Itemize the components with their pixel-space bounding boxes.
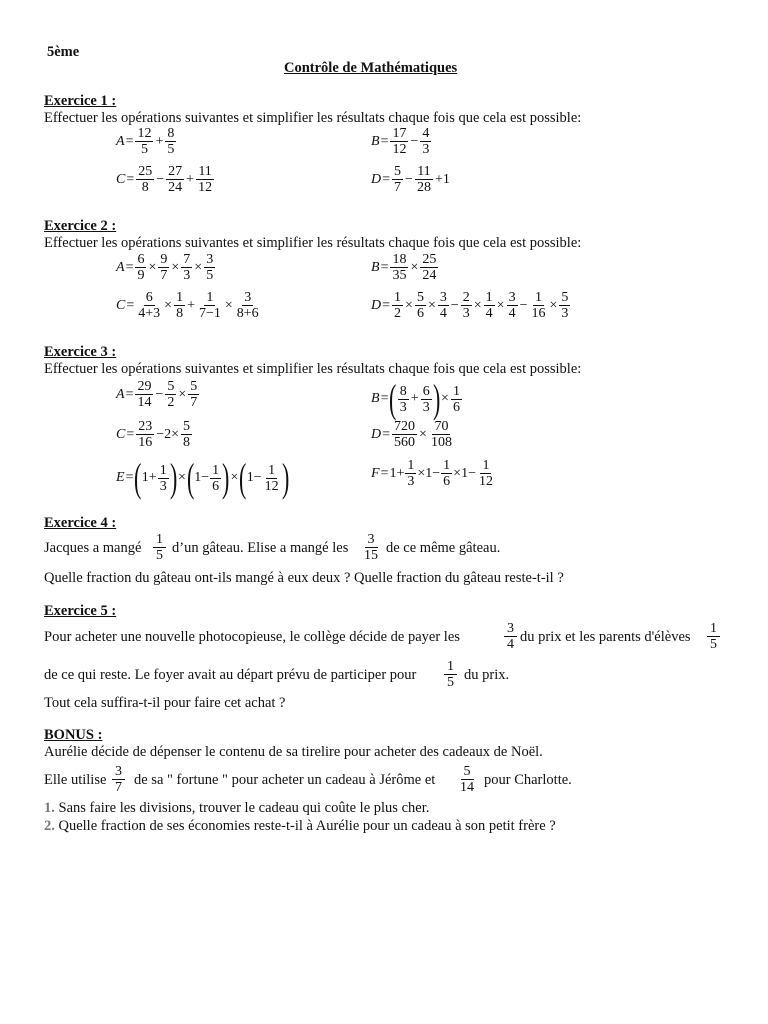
bonus-text-2c: pour Charlotte.: [484, 772, 572, 788]
exercise-2-title: Exercice 2 :: [44, 218, 117, 234]
page-title: Contrôle de Mathématiques: [284, 60, 458, 76]
ex2-expr-c: C = $\frac{6}{4+3}$ × $\frac{1}{8}$ + $\frac{1}{7-1}$ × $\frac{3}{8+6}$: [116, 290, 259, 321]
ex2-expr-d: D = $\frac{1}{2}$ × $\frac{5}{6}$ × $\frac{3}{4}$ − $\frac{2}{3}$ × $\frac{1}{4}$ × $\frac{3}{4}$ − $\frac{1}{16}$ × $\frac{5}{3}$: [371, 290, 569, 321]
ex5-text-1b: du prix et les parents d'élèves: [520, 629, 691, 645]
ex3-expr-a: A = $\frac{29}{14}$ − $\frac{5}{2}$ × $\frac{5}{7}$: [116, 379, 198, 410]
exercise-2-instruction: Effectuer les opérations suivantes et simplifier les résultats chaque fois que cela est possible:: [44, 235, 582, 251]
ex4-fraction-1: 1 5: [153, 532, 166, 563]
bonus-fraction-1: 3 7: [112, 764, 125, 795]
exercise-3-instruction: Effectuer les opérations suivantes et simplifier les résultats chaque fois que cela est possible:: [44, 361, 582, 377]
bonus-fraction-2: 5 14: [460, 764, 474, 795]
ex5-fraction-2: 1 5: [707, 621, 720, 652]
exercise-4-title: Exercice 4 :: [44, 515, 117, 531]
bonus-question-2: 2. Quelle fraction de ses économies reste-t-il à Aurélie pour un cadeau à son petit frère ?: [44, 818, 556, 834]
exercise-5-title: Exercice 5 :: [44, 603, 117, 619]
ex1-expr-c: C = $\frac{25}{8}$ − $\frac{27}{24}$ + $\frac{11}{12}$: [116, 164, 213, 195]
ex2-expr-a: A = $\frac{6}{9}$ × $\frac{9}{7}$ × $\frac{7}{3}$ × $\frac{3}{5}$: [116, 252, 214, 283]
ex5-fraction-3: 1 5: [444, 659, 457, 690]
ex1-expr-d: D = $\frac{5}{7}$ − $\frac{11}{28}$ +1: [371, 164, 450, 195]
ex1-expr-b: B = $\frac{17}{12}$ − $\frac{4}{3}$: [371, 126, 430, 157]
ex5-text-2a: de ce qui reste. Le foyer avait au départ prévu de participer pour: [44, 667, 417, 683]
ex4-text-1b: d’un gâteau. Elise a mangé les: [172, 540, 349, 556]
ex5-question: Tout cela suffira-t-il pour faire cet achat ?: [44, 695, 286, 711]
ex4-question: Quelle fraction du gâteau ont-ils mangé à eux deux ? Quelle fraction du gâteau reste-t-il ?: [44, 570, 564, 586]
ex5-text-1a: Pour acheter une nouvelle photocopieuse, le collège décide de payer les: [44, 629, 460, 645]
ex4-text-1c: de ce même gâteau.: [386, 540, 501, 556]
ex3-expr-f: F = 1+ $\frac{1}{3}$ ×1− $\frac{1}{6}$ ×1− $\frac{1}{12}$: [371, 458, 493, 489]
ex5-text-2b: du prix.: [464, 667, 510, 683]
ex3-expr-d: D = $\frac{720}{560}$ × $\frac{70}{108}$: [371, 419, 452, 450]
ex1-expr-a: A = $\frac{12}{5}$ + $\frac{8}{5}$: [116, 126, 175, 157]
ex4-text-1a: Jacques a mangé: [44, 540, 142, 556]
bonus-text-2a: Elle utilise: [44, 772, 107, 788]
grade-label: 5ème: [47, 44, 80, 60]
bonus-title: BONUS :: [44, 727, 103, 743]
ex3-expr-b: B = ( $\frac{8}{3}$ + $\frac{6}{3}$ ) × $\frac{1}{6}$: [371, 376, 460, 421]
ex2-expr-b: B = $\frac{18}{35}$ × $\frac{25}{24}$: [371, 252, 437, 283]
bonus-text-1: Aurélie décide de dépenser le contenu de sa tirelire pour acheter des cadeaux de Noël.: [44, 744, 543, 760]
exercise-1-title: Exercice 1 :: [44, 93, 117, 109]
ex3-expr-c: C = $\frac{23}{16}$ −2× $\frac{5}{8}$: [116, 419, 191, 450]
bonus-text-2b: de sa " fortune " pour acheter un cadeau à Jérôme et: [134, 772, 436, 788]
exercise-3-title: Exercice 3 :: [44, 344, 117, 360]
ex3-expr-e: E = ( 1+ $\frac{1}{3}$ ) × ( 1− $\frac{1}{6}$ ) × ( 1− $\frac{1}{12}$ ): [116, 455, 289, 500]
ex5-fraction-1: 3 4: [504, 621, 517, 652]
ex4-fraction-2: 3 15: [364, 532, 378, 563]
bonus-question-1: 1. Sans faire les divisions, trouver le cadeau qui coûte le plus cher.: [44, 800, 430, 816]
exercise-1-instruction: Effectuer les opérations suivantes et simplifier les résultats chaque fois que cela est possible:: [44, 110, 582, 126]
